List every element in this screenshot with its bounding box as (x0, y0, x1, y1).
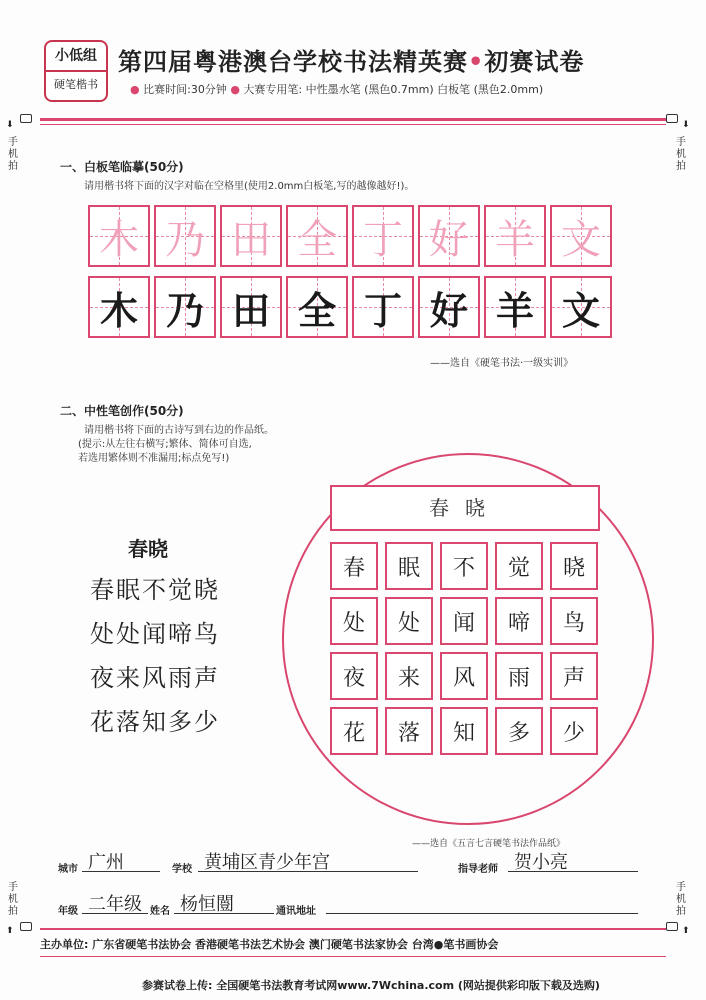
model-cell[interactable]: 乃 (154, 276, 216, 338)
footer-rule-thin (40, 956, 666, 957)
phone-photo-label: 手机拍 (8, 882, 18, 917)
work-cell[interactable]: 不 (440, 542, 488, 590)
grade-field[interactable]: 二年级 (82, 896, 148, 914)
work-row (330, 542, 598, 590)
model-cell[interactable]: 全 (286, 276, 348, 338)
arrow-down-icon: ⬇ (682, 120, 690, 130)
work-cell[interactable]: 啼 (495, 597, 543, 645)
side-marker-bottom-left (6, 882, 20, 937)
section1-source: ——选自《硬笔书法·一级实训》 (430, 358, 574, 369)
phone-photo-label: 手机拍 (676, 137, 686, 172)
model-cell[interactable]: 羊 (484, 276, 546, 338)
work-title-box[interactable]: 春晓 (330, 485, 600, 531)
school-label: 学校 (172, 864, 192, 875)
page-title: 第四届粤港澳台学校书法精英赛•初赛试卷 (118, 47, 585, 76)
teacher-field[interactable]: 贺小亮 (508, 854, 638, 872)
camera-icon (20, 114, 32, 123)
work-row (330, 597, 598, 645)
side-marker-top-left (6, 112, 20, 173)
work-cell[interactable]: 眠 (385, 542, 433, 590)
organizers: 主办单位: 广东省硬笔书法协会 香港硬笔书法艺术协会 澳门硬笔书法家协会 台湾●笔书画协会 (40, 938, 499, 951)
pen-label: 大赛专用笔: 中性墨水笔 (黑色0.7mm) 白板笔 (黑色2.0mm) (243, 83, 544, 96)
phone-photo-label: 手机拍 (8, 137, 18, 172)
trace-cell[interactable]: 文 (550, 205, 612, 267)
header-rule (40, 118, 666, 121)
model-cell[interactable]: 木 (88, 276, 150, 338)
time-label: 比赛时间:30分钟 (143, 83, 227, 96)
work-cell[interactable]: 春 (330, 542, 378, 590)
work-cell[interactable]: 处 (385, 597, 433, 645)
grade-label: 年级 (58, 906, 78, 917)
work-cell[interactable]: 花 (330, 707, 378, 755)
section1-instruction: 请用楷书将下面的汉字对临在空格里(使用2.0mm白板笔,写的越像越好!)。 (84, 181, 415, 192)
model-cell[interactable]: 丁 (352, 276, 414, 338)
trace-cell[interactable]: 丁 (352, 205, 414, 267)
side-marker-top-right (666, 112, 690, 173)
work-row (330, 652, 598, 700)
school-field[interactable]: 黄埔区青少年宫 (198, 854, 418, 872)
arrow-up-icon: ⬆ (6, 926, 14, 936)
model-cell[interactable]: 田 (220, 276, 282, 338)
section2-instruction-1: 请用楷书将下面的古诗写到右边的作品纸。 (84, 425, 274, 436)
trace-cell[interactable]: 田 (220, 205, 282, 267)
work-cell[interactable]: 鸟 (550, 597, 598, 645)
poem-line: 花落知多少 (90, 708, 220, 736)
trace-cell[interactable]: 羊 (484, 205, 546, 267)
poem-title: 春晓 (128, 537, 168, 561)
work-cell[interactable]: 处 (330, 597, 378, 645)
group-label: 小低组 (46, 42, 106, 72)
work-source: ——选自《五言七言硬笔书法作品纸》 (412, 839, 566, 849)
arrow-up-icon: ⬆ (682, 926, 690, 936)
work-cell[interactable]: 声 (550, 652, 598, 700)
phone-photo-label: 手机拍 (676, 882, 686, 917)
work-cell[interactable]: 落 (385, 707, 433, 755)
city-field[interactable]: 广州 (82, 854, 160, 872)
header-rule-thin (40, 124, 666, 125)
work-cell[interactable]: 闻 (440, 597, 488, 645)
work-cell[interactable]: 知 (440, 707, 488, 755)
city-label: 城市 (58, 864, 78, 875)
work-row (330, 707, 598, 755)
work-cell[interactable]: 觉 (495, 542, 543, 590)
poem-line: 春眠不觉晓 (90, 576, 220, 604)
address-label: 通讯地址 (276, 906, 316, 917)
model-row (88, 276, 612, 338)
trace-cell[interactable]: 乃 (154, 205, 216, 267)
camera-icon (666, 114, 678, 123)
teacher-label: 指导老师 (458, 864, 498, 875)
bullet-icon: ● (230, 83, 240, 96)
style-label: 硬笔楷书 (54, 78, 98, 91)
work-cell[interactable]: 来 (385, 652, 433, 700)
section1-heading: 一、白板笔临摹(50分) (60, 160, 184, 174)
upload-note: 参赛试卷上传: 全国硬笔书法教育考试网www.7Wchina.com (网站提供彩印版下载及选购) (142, 979, 600, 992)
section2-instruction-3: 若选用繁体则不准漏用;标点免写!) (78, 453, 230, 464)
poem-line: 处处闻啼鸟 (90, 620, 220, 648)
trace-row (88, 205, 612, 267)
contest-info (130, 81, 543, 97)
name-field[interactable]: 杨恒闓 (174, 896, 274, 914)
poem-line: 夜来风雨声 (90, 664, 220, 692)
work-cell[interactable]: 少 (550, 707, 598, 755)
work-cell[interactable]: 风 (440, 652, 488, 700)
model-cell[interactable]: 好 (418, 276, 480, 338)
group-badge (44, 40, 108, 102)
trace-cell[interactable]: 好 (418, 205, 480, 267)
name-label: 姓名 (150, 906, 170, 917)
work-cell[interactable]: 夜 (330, 652, 378, 700)
footer-rule (40, 928, 666, 930)
work-cell[interactable]: 多 (495, 707, 543, 755)
camera-icon (20, 922, 32, 931)
bullet-icon: ● (130, 83, 140, 96)
camera-icon (666, 922, 678, 931)
section2-heading: 二、中性笔创作(50分) (60, 404, 184, 418)
arrow-down-icon: ⬇ (6, 120, 14, 130)
section2-instruction-2: (提示:从左往右横写;繁体、简体可自选, (78, 439, 252, 450)
side-marker-bottom-right (666, 882, 690, 937)
address-field[interactable] (326, 896, 638, 914)
trace-cell[interactable]: 全 (286, 205, 348, 267)
work-cell[interactable]: 雨 (495, 652, 543, 700)
model-cell[interactable]: 文 (550, 276, 612, 338)
trace-cell[interactable]: 木 (88, 205, 150, 267)
work-cell[interactable]: 晓 (550, 542, 598, 590)
